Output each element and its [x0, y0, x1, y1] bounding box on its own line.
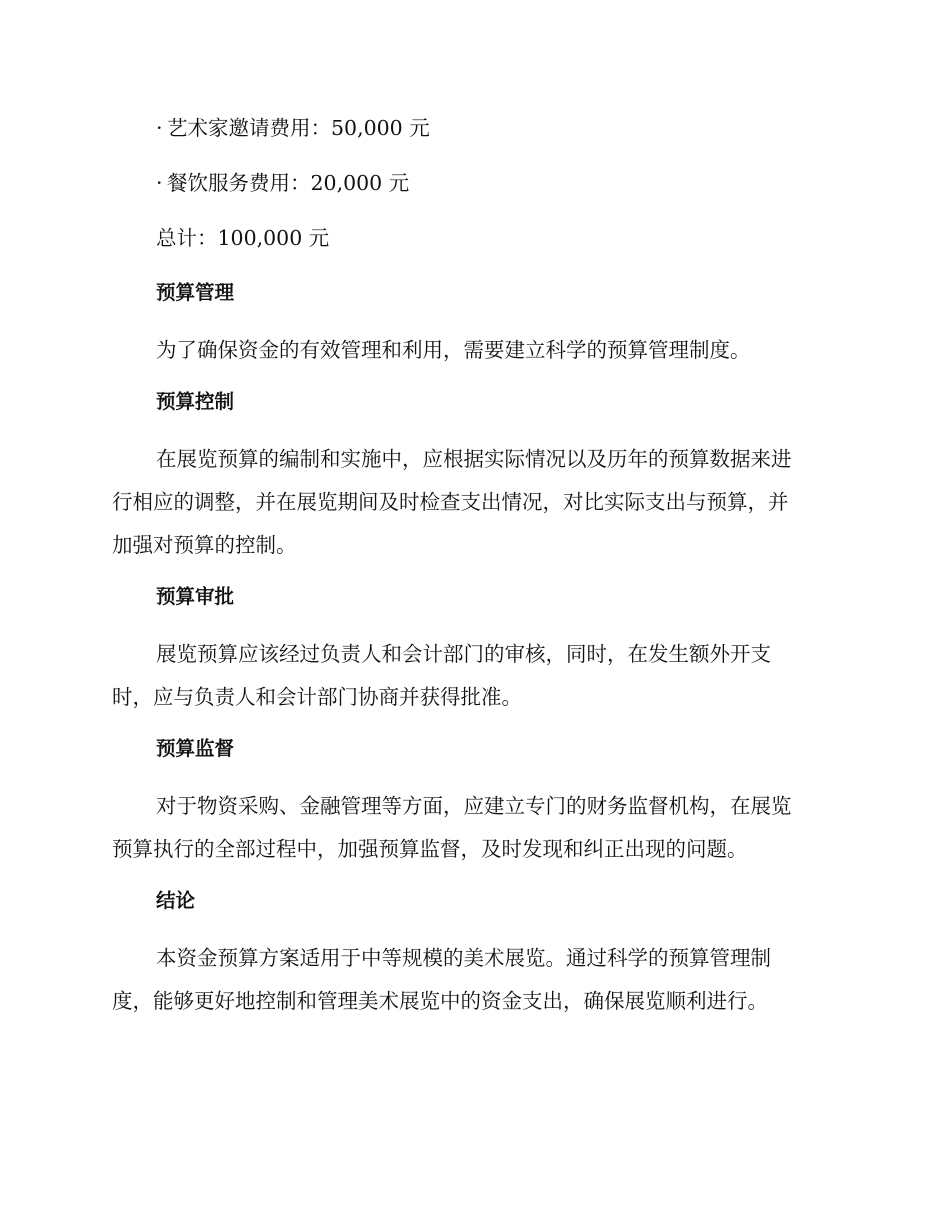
budget-item: [112, 110, 832, 146]
paragraph-line: 时，应与负责人和会计部门协商并获得批准。: [112, 685, 522, 709]
paragraph-line: 加强对预算的控制。: [112, 533, 297, 557]
section-paragraph: [112, 438, 832, 567]
paragraph-line: 度，能够更好地控制和管理美术展览中的资金支出，确保展览顺利进行。: [112, 989, 768, 1013]
paragraph-line: 对于物资采购、金融管理等方面，应建立专门的财务监督机构，在展览: [156, 794, 792, 818]
section-paragraph: [112, 329, 832, 372]
document-content: [112, 110, 832, 1035]
paragraph-line: 展览预算应该经过负责人和会计部门的审核，同时，在发生额外开支: [156, 642, 771, 666]
paragraph-line: 为了确保资金的有效管理和利用，需要建立科学的预算管理制度。: [156, 338, 751, 362]
paragraph-line: 本资金预算方案适用于中等规模的美术展览。通过科学的预算管理制: [156, 946, 771, 970]
budget-item-text: 餐饮服务费用：20,000 元: [167, 171, 410, 195]
paragraph-line: 预算执行的全部过程中，加强预算监督，及时发现和纠正出现的问题。: [112, 837, 748, 861]
bullet-icon: ·: [156, 116, 163, 140]
section-paragraph: [112, 633, 832, 719]
bullet-icon: ·: [156, 171, 163, 195]
section-heading: 预算审批: [156, 585, 235, 608]
section-heading: 预算管理: [156, 281, 235, 304]
section-paragraph: [112, 785, 832, 871]
paragraph-line: 在展览预算的编制和实施中，应根据实际情况以及历年的预算数据来进: [156, 447, 792, 471]
section-heading: 预算监督: [156, 737, 235, 760]
budget-item: [112, 165, 832, 201]
section-heading: 预算控制: [156, 390, 235, 413]
budget-total: 总计：100,000 元: [156, 226, 330, 250]
paragraph-line: 行相应的调整，并在展览期间及时检查支出情况，对比实际支出与预算，并: [112, 490, 789, 514]
budget-item-text: 艺术家邀请费用：50,000 元: [167, 116, 430, 140]
section-heading: 结论: [156, 889, 196, 912]
section-paragraph: [112, 937, 832, 1023]
